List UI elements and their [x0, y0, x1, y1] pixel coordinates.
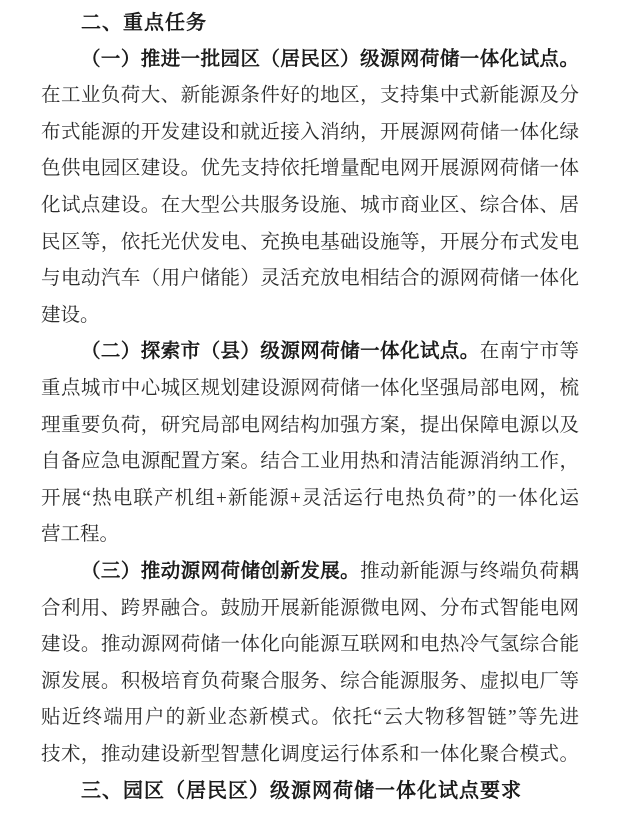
text-run: 推动新能源与终端负荷耦 — [360, 560, 579, 582]
text-line — [41, 554, 579, 591]
text-run: 技术，推动建设新型智慧化调度运行体系和一体化聚合模式。 — [41, 743, 579, 765]
text-line — [41, 261, 579, 298]
text-line — [41, 664, 579, 701]
text-line — [41, 225, 579, 262]
text-line — [41, 591, 579, 628]
text-run: 与电动汽车（用户储能）灵活充放电相结合的源网荷储一体化 — [41, 268, 579, 290]
bold-text-run: 三、园区（居民区）级源网荷储一体化试点要求 — [81, 780, 522, 803]
text-run: 贴近终端用户的新业态新模式。依托“云大物移智链”等先进 — [41, 707, 579, 729]
text-run: 自备应急电源配置方案。结合工业用热和清洁能源消纳工作， — [41, 451, 579, 473]
section-heading — [41, 773, 579, 810]
text-line — [41, 737, 579, 774]
text-line — [41, 78, 579, 115]
text-run: 开展“热电联产机组+新能源+灵活运行电热负荷”的一体化运 — [41, 487, 579, 509]
text-run: 建设。推动源网荷储一体化向能源互联网和电热冷气氢综合能 — [41, 634, 579, 656]
text-run: 合利用、跨界融合。鼓励开展新能源微电网、分布式智能电网 — [41, 597, 579, 619]
text-line — [41, 334, 579, 371]
text-run: 在工业负荷大、新能源条件好的地区，支持集中式新能源及分 — [41, 85, 579, 107]
bold-text-run: （二）探索市（县）级源网荷储一体化试点。 — [81, 341, 480, 363]
text-line — [41, 444, 579, 481]
text-line — [41, 517, 579, 554]
text-run: 重点城市中心城区规划建设源网荷储一体化坚强局部电网，梳 — [41, 377, 579, 399]
bold-text-run: （三）推动源网荷储创新发展。 — [81, 560, 361, 582]
text-line — [41, 115, 579, 152]
section-heading — [41, 5, 579, 42]
text-run: 建设。 — [41, 304, 100, 326]
text-line — [41, 188, 579, 225]
document-body — [41, 5, 579, 810]
bold-text-run: 二、重点任务 — [81, 12, 207, 34]
text-line — [41, 151, 579, 188]
text-run: 在南宁市等 — [479, 341, 579, 363]
text-line — [41, 371, 579, 408]
text-run: 理重要负荷，研究局部电网结构加强方案，提出保障电源以及 — [41, 414, 579, 436]
text-run: 布式能源的开发建设和就近接入消纳，开展源网荷储一体化绿 — [41, 121, 579, 143]
text-run: 源发展。积极培育负荷聚合服务、综合能源服务、虚拟电厂等 — [41, 670, 579, 692]
text-line — [41, 298, 579, 335]
text-run: 营工程。 — [41, 524, 120, 546]
text-line — [41, 700, 579, 737]
text-run: 民区等，依托光伏发电、充换电基础设施等，开展分布式发电 — [41, 231, 579, 253]
bold-text-run: （一）推进一批园区（居民区）级源网荷储一体化试点。 — [81, 48, 579, 70]
text-line — [41, 627, 579, 664]
text-line — [41, 481, 579, 518]
text-line — [41, 408, 579, 445]
text-line — [41, 42, 579, 79]
text-run: 化试点建设。在大型公共服务设施、城市商业区、综合体、居 — [41, 194, 579, 216]
text-run: 色供电园区建设。优先支持依托增量配电网开展源网荷储一体 — [41, 158, 579, 180]
